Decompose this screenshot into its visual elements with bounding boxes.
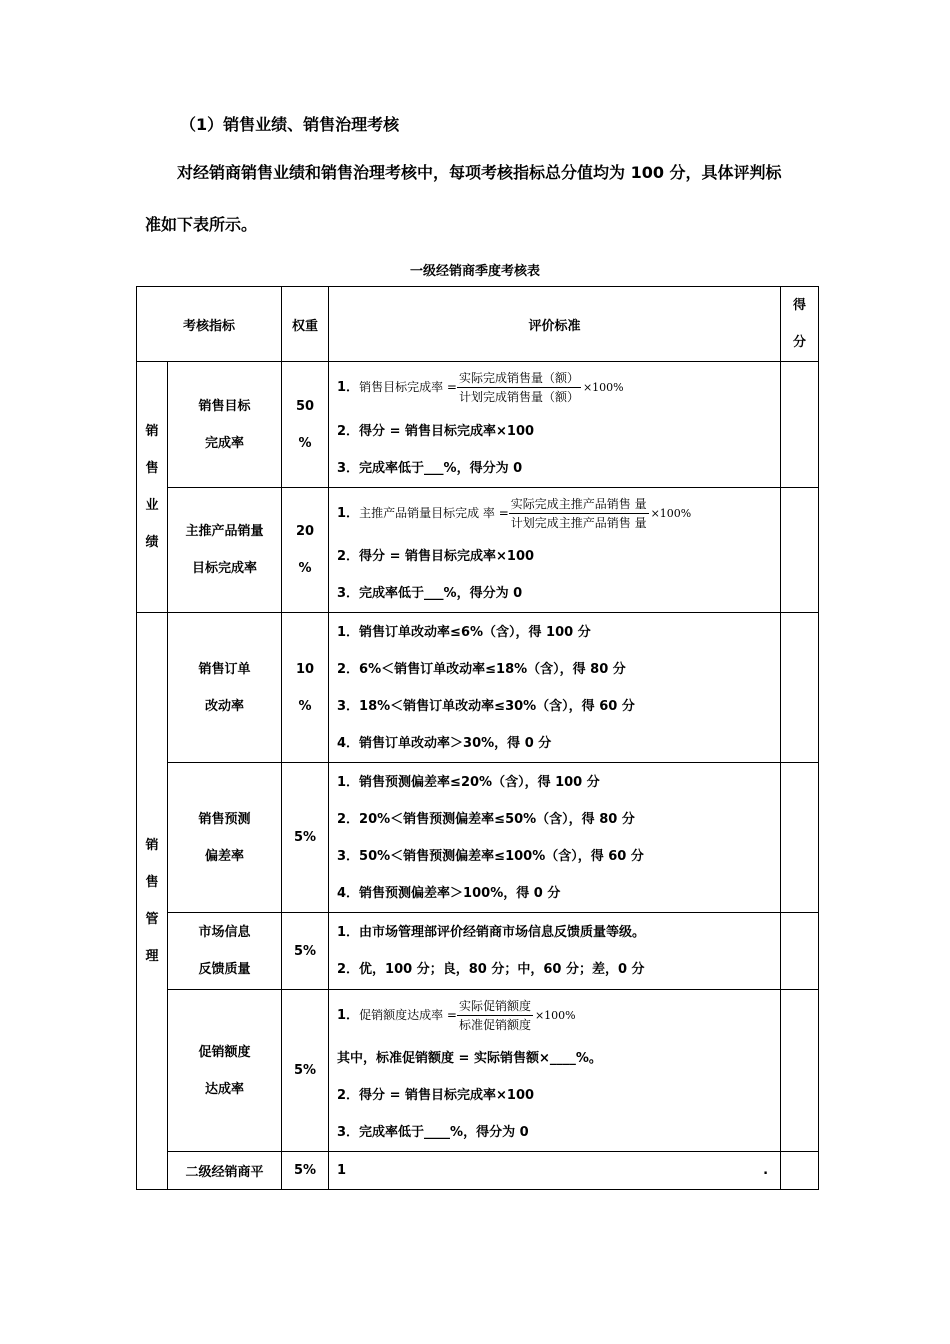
table-row — [137, 1152, 819, 1190]
indicator-weight: 5% — [282, 763, 329, 913]
indicator-weight: 10 % — [282, 613, 329, 763]
table-row — [137, 990, 819, 1152]
table-row — [137, 763, 819, 913]
indicator-weight: 5% — [282, 990, 329, 1152]
table-row — [137, 913, 819, 990]
formula-fraction: $\frac{\text{实际完成主推产品销售 量}}{\text{计划完成主推产品销售 量}}$ — [510, 496, 647, 530]
formula-fraction: $\frac{\text{实际促销额度}}{\text{标准促销额度}}$ — [458, 998, 531, 1032]
header-criteria: 评价标准 — [329, 287, 781, 362]
indicator-weight: 50 % — [282, 362, 329, 488]
criteria-line: 4．销售订单改动率＞30%，得 0 分 — [337, 735, 552, 751]
criteria-line: 2．6%＜销售订单改动率≤18%（含），得 80 分 — [337, 661, 626, 677]
criteria-cell — [329, 1152, 781, 1190]
criteria-cell — [329, 362, 781, 488]
criteria-line: 1．销售订单改动率≤6%（含），得 100 分 — [337, 624, 591, 640]
indicator-name: 市场信息 反馈质量 — [168, 913, 282, 990]
criteria-line: 2．20%＜销售预测偏差率≤50%（含），得 80 分 — [337, 811, 635, 827]
indicator-name: 二级经销商平 — [168, 1152, 282, 1190]
indicator-name: 销售目标 完成率 — [168, 362, 282, 488]
category-sales-performance: 销 售 业 绩 — [137, 362, 168, 613]
score-cell[interactable] — [781, 990, 819, 1152]
table-caption: 一级经销商季度考核表 — [409, 264, 540, 279]
criteria-line: 1．销售预测偏差率≤20%（含），得 100 分 — [337, 774, 600, 790]
criteria-line: 3．完成率低于___%，得分为 0 — [337, 460, 523, 476]
indicator-weight: 5% — [282, 913, 329, 990]
header-indicator: 考核指标 — [137, 287, 282, 362]
header-weight: 权重 — [282, 287, 329, 362]
criteria-line: 1 . — [337, 1163, 769, 1178]
criteria-cell — [329, 488, 781, 613]
formula-fraction: $\frac{\text{实际完成销售量（额）}}{\text{计划完成销售量（额）}}$ — [458, 371, 579, 404]
header-score: 得 分 — [781, 287, 819, 362]
criteria-line: 3．18%＜销售订单改动率≤30%（含），得 60 分 — [337, 698, 635, 714]
intro-paragraph-line-1: 对经销商销售业绩和销售治理考核中，每项考核指标总分值均为 100 分，具体评判标 — [177, 163, 782, 182]
score-cell[interactable] — [781, 613, 819, 763]
indicator-name: 促销额度 达成率 — [168, 990, 282, 1152]
intro-paragraph-line-2: 准如下表所示。 — [145, 215, 258, 234]
formula-line: 1． 销售目标完成率 = $\frac{\text{实际完成销售量（额）}}{\text{计划完成销售量（额）}}$ ×100% — [337, 371, 624, 404]
criteria-line: 3．50%＜销售预测偏差率≤100%（含），得 60 分 — [337, 848, 644, 864]
score-cell[interactable] — [781, 1152, 819, 1190]
criteria-line: 1．由市场管理部评价经销商市场信息反馈质量等级。 — [337, 925, 646, 940]
criteria-cell — [329, 763, 781, 913]
score-cell[interactable] — [781, 763, 819, 913]
criteria-line: 2．得分 = 销售目标完成率×100 — [337, 1088, 535, 1103]
indicator-name: 销售预测 偏差率 — [168, 763, 282, 913]
indicator-name: 销售订单 改动率 — [168, 613, 282, 763]
criteria-cell — [329, 613, 781, 763]
indicator-weight: 5% — [282, 1152, 329, 1190]
criteria-note: 其中，标准促销额度 = 实际销售额×____%。 — [337, 1051, 602, 1066]
assessment-table — [136, 286, 819, 1190]
criteria-line: 3．完成率低于____%，得分为 0 — [337, 1125, 529, 1140]
table-row — [137, 362, 819, 488]
formula-line: 1． 促销额度达成率 = $\frac{\text{实际促销额度}}{\text{标准促销额度}}$ ×100% — [337, 998, 576, 1032]
indicator-name: 主推产品销量 目标完成率 — [168, 488, 282, 613]
formula-line: 1． 主推产品销量目标完成 率 = $\frac{\text{实际完成主推产品销售 量}}{\text{计划完成主推产品销售 量}}$ ×100% — [337, 496, 692, 530]
criteria-line: 2．得分 = 销售目标完成率×100 — [337, 423, 535, 439]
category-sales-management: 销 售 管 理 — [137, 613, 168, 1190]
table-row — [137, 488, 819, 613]
score-cell[interactable] — [781, 488, 819, 613]
score-cell[interactable] — [781, 362, 819, 488]
score-cell[interactable] — [781, 913, 819, 990]
criteria-line: 3．完成率低于___%，得分为 0 — [337, 586, 523, 601]
criteria-line: 2．优，100 分；良，80 分；中，60 分；差，0 分 — [337, 962, 645, 977]
table-row — [137, 613, 819, 763]
criteria-line: 4．销售预测偏差率＞100%，得 0 分 — [337, 885, 561, 901]
criteria-cell — [329, 913, 781, 990]
indicator-weight: 20 % — [282, 488, 329, 613]
criteria-cell — [329, 990, 781, 1152]
criteria-line: 2．得分 = 销售目标完成率×100 — [337, 549, 535, 564]
table-header-row — [137, 287, 819, 362]
section-heading: （1）销售业绩、销售治理考核 — [180, 115, 400, 134]
